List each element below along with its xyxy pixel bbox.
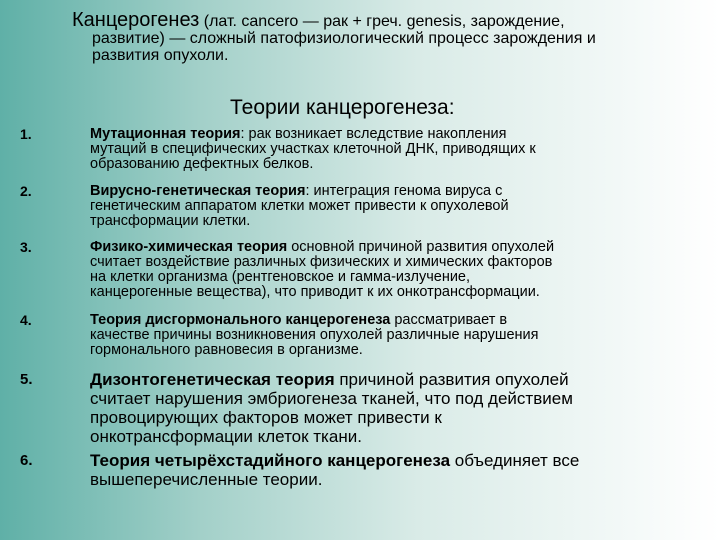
slide-subtitle: Теории канцерогенеза: bbox=[230, 96, 455, 119]
theory-name: Вирусно-генетическая теория bbox=[90, 183, 306, 199]
theory-number: 4. bbox=[20, 312, 32, 328]
theory-line: основной причиной развития опухолей bbox=[287, 239, 555, 255]
theory-line: онкотрансформации клеток ткани. bbox=[90, 427, 362, 446]
theory-number: 1. bbox=[20, 126, 32, 142]
theory-line: рассматривает в bbox=[390, 312, 508, 328]
theory-line: качестве причины возникновения опухолей различные нарушения bbox=[90, 327, 539, 343]
theory-text bbox=[90, 451, 670, 489]
theory-number: 6. bbox=[20, 452, 33, 469]
theory-text bbox=[90, 370, 670, 446]
theory-number: 2. bbox=[20, 183, 32, 199]
intro-line-1 bbox=[72, 9, 692, 31]
intro-paragraph bbox=[72, 9, 692, 64]
theory-number: 3. bbox=[20, 239, 32, 255]
theory-name: Физико-химическая теория bbox=[90, 239, 288, 255]
theory-number: 5. bbox=[20, 371, 33, 388]
theory-text bbox=[90, 127, 670, 172]
theory-line: объединяет все bbox=[450, 451, 580, 470]
theory-text bbox=[90, 240, 670, 300]
theory-line: на клетки организма (рентгеновское и гамма-излучение, bbox=[90, 269, 471, 285]
theory-line: генетическим аппаратом клетки может привести к опухолевой bbox=[90, 198, 509, 214]
theory-name: Теория дисгормонального канцерогенеза bbox=[90, 312, 391, 328]
theory-line: трансформации клетки. bbox=[90, 213, 251, 229]
theory-text bbox=[90, 184, 670, 229]
theory-name: Дизонтогенетическая теория bbox=[90, 370, 335, 389]
theory-line: провоцирующих факторов может привести к bbox=[90, 408, 442, 427]
theory-line: гормонального равновесия в организме. bbox=[90, 342, 363, 358]
theory-line: мутаций в специфических участках клеточной ДНК, приводящих к bbox=[90, 141, 536, 157]
theory-line: канцерогенные вещества), что приводит к их онкотрансформации. bbox=[90, 284, 540, 300]
theory-line: : интеграция генома вируса с bbox=[305, 183, 503, 199]
theory-line: причиной развития опухолей bbox=[334, 370, 569, 389]
intro-text-1: (лат. cancero — рак + греч. genesis, зарождение, bbox=[199, 13, 565, 30]
theory-line: вышеперечисленные теории. bbox=[90, 470, 323, 489]
theory-line: считает нарушения эмбриогенеза тканей, что под действием bbox=[90, 389, 573, 408]
theory-name: Теория четырёхстадийного канцерогенеза bbox=[90, 451, 451, 470]
theory-name: Мутационная теория bbox=[90, 126, 241, 142]
intro-line-2: развитие) — сложный патофизиологический процесс зарождения и bbox=[92, 30, 596, 47]
intro-line-3: развития опухоли. bbox=[92, 47, 229, 64]
theory-line: : рак возникает вследствие накопления bbox=[240, 126, 507, 142]
theory-line: образованию дефектных белков. bbox=[90, 156, 314, 172]
intro-term: Канцерогенез bbox=[72, 9, 200, 31]
theory-text bbox=[90, 313, 670, 358]
theory-line: считает воздействие различных физических и химических факторов bbox=[90, 254, 553, 270]
